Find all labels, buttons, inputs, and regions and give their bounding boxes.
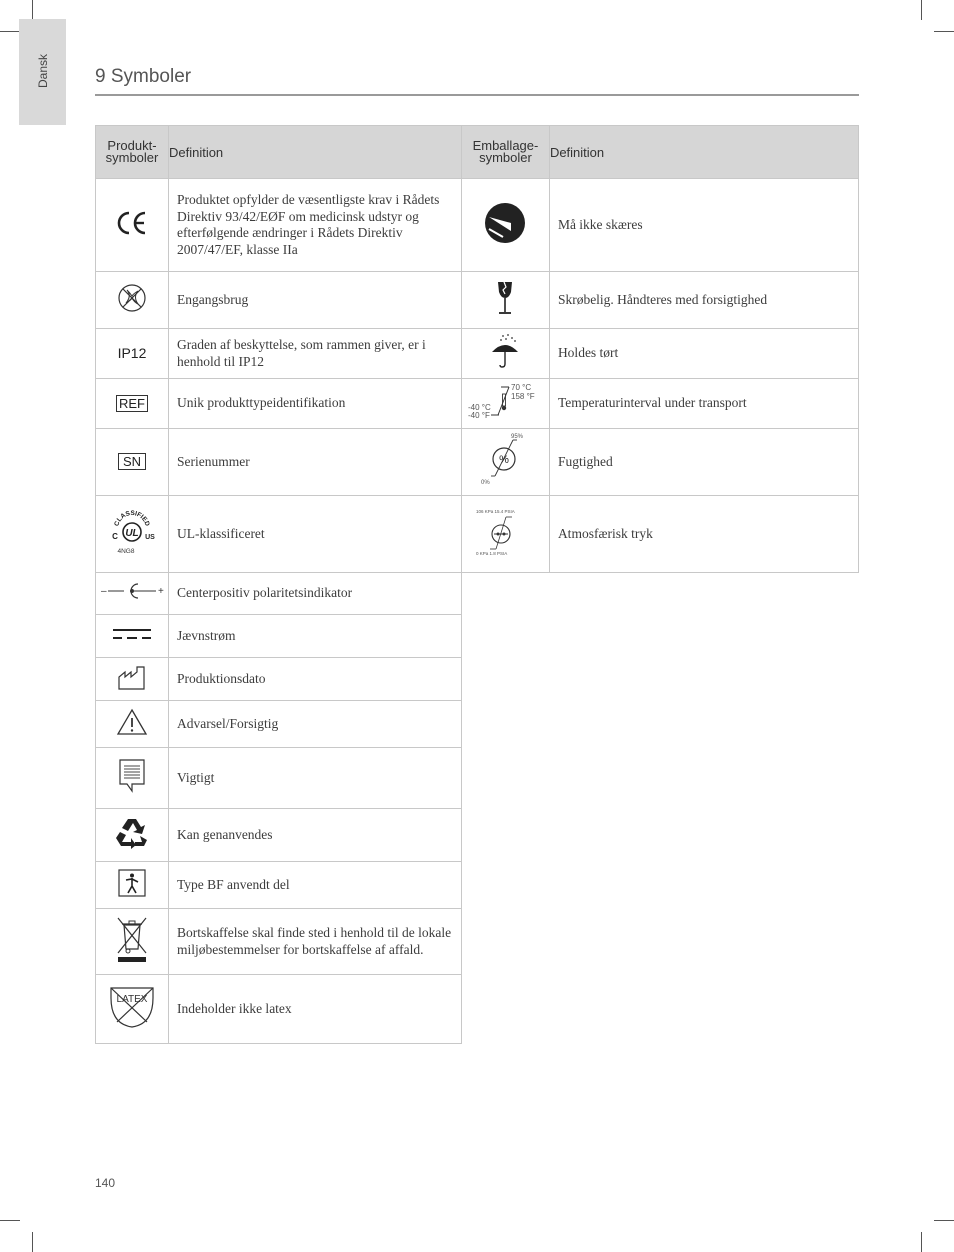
table-row	[96, 975, 462, 1044]
humidity-icon	[479, 432, 531, 488]
definition-cell: Skrøbelig. Håndteres med forsigtighed	[549, 272, 858, 329]
definition-cell: UL-klassificeret	[168, 496, 461, 573]
svg-text:-40 °C: -40 °C	[468, 403, 492, 412]
polarity-icon	[98, 581, 166, 601]
definition-cell: Graden af beskyttelse, som rammen giver, er i henhold til IP12	[168, 329, 461, 379]
svg-text:+: +	[157, 586, 164, 597]
table-row	[96, 701, 462, 748]
definition-cell: Indeholder ikke latex	[168, 975, 461, 1044]
definition-cell: Bortskaffelse skal finde sted i henhold til de lokale miljøbestemmelser for bortskaffelse af affald.	[168, 909, 461, 975]
definition-cell: Serienummer	[168, 429, 461, 496]
crop-mark	[32, 0, 33, 20]
sn-label: SN	[118, 453, 146, 470]
svg-text:0 KPa 1.8 PSIA: 0 KPa 1.8 PSIA	[476, 550, 508, 556]
table-row	[462, 429, 859, 496]
manufacture-date-icon	[117, 663, 147, 691]
crop-mark	[921, 0, 922, 20]
svg-text:95%: 95%	[511, 433, 524, 440]
svg-text:LATEX: LATEX	[116, 993, 148, 1005]
svg-text:-40 °F: -40 °F	[468, 411, 491, 420]
table-row	[96, 573, 462, 615]
definition-cell: Atmosfærisk tryk	[549, 496, 858, 573]
svg-text:%: %	[499, 453, 510, 466]
svg-text:0%: 0%	[481, 479, 491, 486]
svg-text:4NG8: 4NG8	[117, 547, 135, 555]
product-symbols-table	[95, 125, 462, 1044]
ce-mark-icon	[115, 210, 149, 236]
crop-mark	[0, 1220, 20, 1221]
crop-mark	[32, 1232, 33, 1252]
recycle-icon	[114, 816, 150, 850]
page-title: 9 Symboler	[95, 66, 192, 87]
table-row	[96, 272, 462, 329]
keep-dry-icon	[489, 333, 521, 369]
column-header-packaging-symbols: Emballage- symboler	[462, 126, 550, 179]
table-row	[462, 379, 859, 429]
definition-cell: Unik produkttypeidentifikation	[168, 379, 461, 429]
svg-text:70 °C: 70 °C	[511, 383, 532, 392]
svg-text:–: –	[100, 586, 107, 597]
definition-cell: Produktionsdato	[168, 658, 461, 701]
table-row	[96, 379, 462, 429]
language-tab-label: Dansk	[35, 53, 50, 89]
table-row	[96, 496, 462, 573]
packaging-symbols-table	[461, 125, 859, 573]
definition-cell: Engangsbrug	[168, 272, 461, 329]
definition-cell: Holdes tørt	[549, 329, 858, 379]
dc-current-icon	[112, 627, 152, 641]
latex-free-icon	[107, 984, 157, 1030]
crop-mark	[934, 1220, 954, 1221]
definition-cell: Vigtigt	[168, 748, 461, 809]
svg-text:CLASSIFIED: CLASSIFIED	[113, 509, 151, 527]
pressure-icon	[470, 507, 540, 557]
table-row	[96, 179, 462, 272]
svg-text:C: C	[112, 531, 118, 541]
do-not-cut-icon	[483, 201, 527, 245]
definition-cell: Advarsel/Forsigtig	[168, 701, 461, 748]
svg-text:106 KPa 15.4 PSIA: 106 KPa 15.4 PSIA	[476, 508, 516, 514]
weee-bin-icon	[115, 915, 149, 963]
column-header-definition: Definition	[168, 126, 461, 179]
table-row	[96, 658, 462, 701]
definition-cell: Jævnstrøm	[168, 615, 461, 658]
definition-cell: Fugtighed	[549, 429, 858, 496]
crop-mark	[921, 1232, 922, 1252]
ip12-label: IP12	[117, 344, 147, 361]
table-row	[96, 909, 462, 975]
definition-cell: Kan genanvendes	[168, 809, 461, 862]
language-tab	[19, 19, 66, 125]
table-row	[462, 496, 859, 573]
ref-label: REF	[116, 395, 148, 412]
svg-text:UL: UL	[125, 527, 139, 539]
title-divider	[95, 94, 859, 96]
temperature-limit-icon	[467, 382, 543, 420]
definition-cell: Må ikke skæres	[549, 179, 858, 272]
definition-cell: Produktet opfylder de væsentligste krav i Rådets Direktiv 93/42/EØF om medicinsk udstyr og efterfølgende ændringer i Rådets Direktiv 2007/47/EF, klasse IIa	[168, 179, 461, 272]
column-header-definition: Definition	[549, 126, 858, 179]
svg-text:158 °F: 158 °F	[511, 392, 536, 401]
table-row	[96, 862, 462, 909]
page-number: 140	[95, 1176, 116, 1190]
fragile-icon	[495, 280, 515, 316]
warning-icon	[116, 708, 148, 736]
table-row	[96, 429, 462, 496]
table-row	[96, 329, 462, 379]
type-bf-icon	[117, 868, 147, 898]
crop-mark	[0, 31, 20, 32]
definition-cell: Type BF anvendt del	[168, 862, 461, 909]
table-row	[96, 615, 462, 658]
important-note-icon	[117, 758, 147, 794]
column-header-product-symbols: Produkt- symboler	[96, 126, 169, 179]
table-row	[462, 329, 859, 379]
crop-mark	[934, 31, 954, 32]
definition-cell: Temperaturinterval under transport	[549, 379, 858, 429]
ul-classified-icon	[106, 507, 158, 557]
table-row	[462, 272, 859, 329]
definition-cell: Centerpositiv polaritetsindikator	[168, 573, 461, 615]
single-use-icon	[117, 283, 147, 313]
table-row	[96, 748, 462, 809]
table-row	[96, 809, 462, 862]
svg-text:US: US	[145, 533, 155, 541]
table-row	[462, 179, 859, 272]
